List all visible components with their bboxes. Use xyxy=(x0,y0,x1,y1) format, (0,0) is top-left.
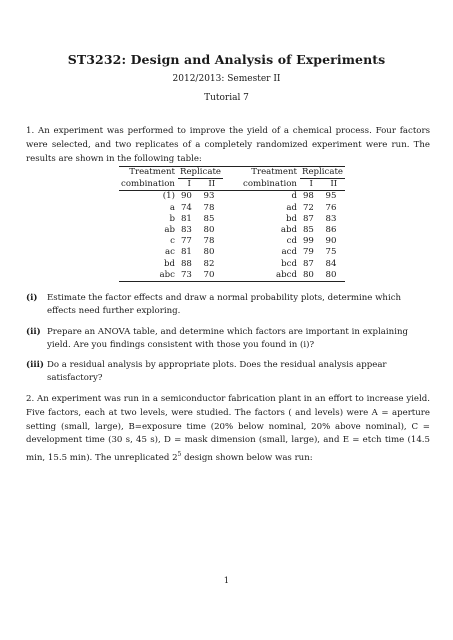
header-treatment-left: Treatment xyxy=(119,167,178,179)
table-row xyxy=(119,214,345,225)
treatment-cell: ad xyxy=(286,202,297,213)
treatment-cell: c xyxy=(170,236,175,247)
tutorial-number: Tutorial 7 xyxy=(204,93,249,103)
treatment-cell: (1) xyxy=(162,191,175,202)
part-label: (i) xyxy=(26,293,38,303)
replicate-II-cell: 83 xyxy=(325,213,337,224)
replicate-I-cell: 80 xyxy=(300,270,323,282)
table-row xyxy=(119,236,345,247)
replicate-II-cell: 82 xyxy=(203,258,215,269)
replicate-II-cell: 75 xyxy=(325,247,337,258)
table-row xyxy=(119,270,345,282)
treatment-cell: abd xyxy=(280,225,297,236)
replicate-I-cell: 72 xyxy=(302,202,314,213)
replicate-II-cell: 80 xyxy=(322,270,345,282)
replicate-I-cell: 87 xyxy=(302,213,314,224)
table-row xyxy=(119,225,345,236)
replicate-I-cell: 87 xyxy=(302,258,314,269)
header-combination-right: combination xyxy=(241,179,300,191)
replicate-II-cell: 80 xyxy=(203,247,215,258)
header-rep-II-right: II xyxy=(322,179,345,191)
replicate-II-cell: 85 xyxy=(203,213,215,224)
question-2-tail: design shown below was run: xyxy=(181,453,313,464)
header-combination-left: combination xyxy=(119,179,178,191)
replicate-II-cell: 90 xyxy=(325,236,337,247)
page-number: 1 xyxy=(223,576,230,586)
question-2-text: 2. An experiment was run in a semiconductor fabrication plant in an effort to increase yield. Five factors, each at two levels, were studied. The factors ( and levels) were A = aperture setting (small, large), B=exposure time (20% below nominal, 20% above nominal), C = development time (30 s, 45 s), D = mask dimension (small, large), and E = etch time (14.5 min, 15.5 min). The unreplicated xyxy=(26,394,430,464)
question-1-part-ii xyxy=(26,326,430,351)
replicate-I-cell: 73 xyxy=(178,270,201,282)
part-label: (iii) xyxy=(26,360,44,370)
question-2-intro xyxy=(26,393,430,466)
replicate-I-cell: 74 xyxy=(180,202,192,213)
replicate-II-cell: 84 xyxy=(325,258,337,269)
replicate-I-cell: 81 xyxy=(180,213,192,224)
replicate-I-cell: 83 xyxy=(180,225,192,236)
term-line: 2012/2013: Semester II xyxy=(172,74,281,84)
replicate-II-cell: 70 xyxy=(200,270,223,282)
part-text: Do a residual analysis by appropriate plots. Does the residual analysis appear satisfactory? xyxy=(47,360,387,383)
treatment-cell: ac xyxy=(165,247,175,258)
header-rep-I-left: I xyxy=(178,179,201,191)
question-1-part-iii xyxy=(26,359,430,384)
replicate-I-cell: 90 xyxy=(180,191,192,202)
design-exponent: 5 xyxy=(177,451,182,459)
replicate-I-cell: 98 xyxy=(302,191,314,202)
document-title: ST3232: Design and Analysis of Experiments xyxy=(67,52,386,67)
treatment-cell: a xyxy=(169,202,175,213)
header-replicate-left: Replicate xyxy=(179,167,221,177)
treatment-cell: ab xyxy=(164,225,175,236)
replicate-II-cell: 95 xyxy=(325,191,337,202)
header-rep-I-right: I xyxy=(300,179,323,191)
header-rep-II-left: II xyxy=(200,179,223,191)
treatment-cell: abcd xyxy=(241,270,300,282)
part-text: Estimate the factor effects and draw a normal probability plots, determine which effects need further exploring. xyxy=(47,293,402,316)
part-label: (ii) xyxy=(26,327,41,337)
replicate-II-cell: 86 xyxy=(325,225,337,236)
part-text: Prepare an ANOVA table, and determine which factors are important in explaining yield. Are you findings consistent with those you found in (i)? xyxy=(47,327,408,350)
replicate-I-cell: 79 xyxy=(302,247,314,258)
yield-data-table xyxy=(119,166,345,282)
header-treatment-right: Treatment xyxy=(241,167,300,179)
table-row xyxy=(119,259,345,270)
treatment-cell: b xyxy=(169,213,175,224)
replicate-I-cell: 81 xyxy=(180,247,192,258)
question-1-intro: 1. An experiment was performed to improve the yield of a chemical process. Four factors were selected, and two replicates of a completely randomized experiment were run. The results are shown in the following table: xyxy=(26,126,430,164)
treatment-cell: bcd xyxy=(281,258,297,269)
replicate-I-cell: 88 xyxy=(180,258,192,269)
table-row xyxy=(119,247,345,258)
treatment-cell: acd xyxy=(281,247,297,258)
replicate-II-cell: 80 xyxy=(203,225,215,236)
header-replicate-right: Replicate xyxy=(301,167,343,177)
replicate-I-cell: 85 xyxy=(302,225,314,236)
table-row xyxy=(119,203,345,214)
replicate-II-cell: 78 xyxy=(203,202,215,213)
treatment-cell: bd xyxy=(285,213,297,224)
treatment-cell: cd xyxy=(286,236,297,247)
replicate-II-cell: 78 xyxy=(203,236,215,247)
question-1-part-i xyxy=(26,292,430,317)
treatment-cell: bd xyxy=(163,258,175,269)
treatment-cell: d xyxy=(291,191,297,202)
table-row xyxy=(119,191,345,203)
replicate-I-cell: 99 xyxy=(302,236,314,247)
replicate-II-cell: 93 xyxy=(203,191,215,202)
design-base: 2 xyxy=(172,453,178,464)
treatment-cell: abc xyxy=(119,270,178,282)
replicate-I-cell: 77 xyxy=(180,236,192,247)
replicate-II-cell: 76 xyxy=(325,202,337,213)
